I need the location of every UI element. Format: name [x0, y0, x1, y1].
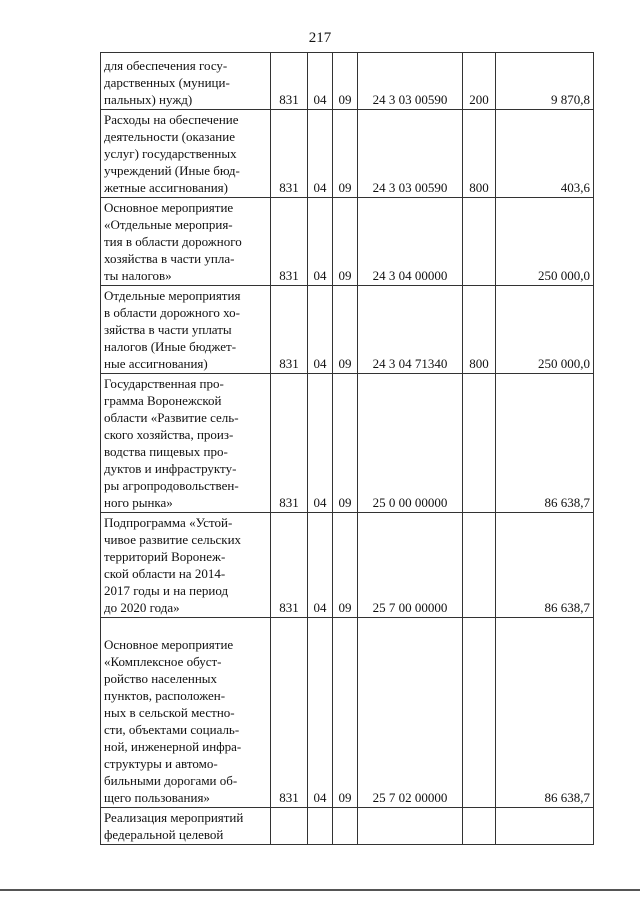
- item-name-line: до 2020 года»: [104, 600, 180, 615]
- item-name-line: зяйства в части уплаты: [104, 322, 232, 337]
- subsection-cell: [333, 808, 358, 845]
- target-article-cell: 25 7 02 00000: [358, 618, 463, 808]
- page-bottom-rule: [0, 889, 640, 891]
- subsection-cell: 09: [333, 286, 358, 374]
- item-name-line: сти, объектами социаль-: [104, 722, 240, 737]
- section-cell: 04: [308, 198, 333, 286]
- amount-cell: 250 000,0: [496, 198, 594, 286]
- amount-cell: 86 638,7: [496, 618, 594, 808]
- grbs-cell: 831: [271, 513, 308, 618]
- subsection-cell: 09: [333, 198, 358, 286]
- item-name-line: ры агропродовольствен-: [104, 478, 239, 493]
- section-cell: 04: [308, 110, 333, 198]
- grbs-cell: 831: [271, 286, 308, 374]
- item-name-line: Государственная про-: [104, 376, 224, 391]
- item-name-line: федеральной целевой: [104, 827, 224, 842]
- item-name-line: ных в сельской местно-: [104, 705, 235, 720]
- item-name-line: Реализация мероприятий: [104, 810, 244, 825]
- target-article-cell: 24 3 03 00590: [358, 110, 463, 198]
- item-name-line: Отдельные мероприятия: [104, 288, 241, 303]
- subsection-cell: 09: [333, 513, 358, 618]
- amount-cell: 250 000,0: [496, 286, 594, 374]
- table-row: [101, 110, 594, 198]
- expense-type-cell: [463, 808, 496, 845]
- amount-cell: [496, 808, 594, 845]
- item-name-line: тия в области дорожного: [104, 234, 242, 249]
- item-name-cell: [101, 513, 271, 618]
- amount-cell: 403,6: [496, 110, 594, 198]
- item-name-line: ской области на 2014-: [104, 566, 226, 581]
- amount-cell: 86 638,7: [496, 374, 594, 513]
- item-name-line: ные ассигнования): [104, 356, 208, 371]
- item-name-cell: [101, 198, 271, 286]
- subsection-cell: 09: [333, 53, 358, 110]
- item-name-line: щего пользования»: [104, 790, 210, 805]
- item-name-line: в области дорожного хо-: [104, 305, 240, 320]
- target-article-cell: 24 3 04 71340: [358, 286, 463, 374]
- item-name-line: услуг) государственных: [104, 146, 237, 161]
- amount-cell: 86 638,7: [496, 513, 594, 618]
- item-name-line: структуры и автомо-: [104, 756, 218, 771]
- item-name-line: Основное мероприятие: [104, 200, 234, 215]
- section-cell: 04: [308, 53, 333, 110]
- subsection-cell: 09: [333, 374, 358, 513]
- item-name-line: ского хозяйства, произ-: [104, 427, 234, 442]
- budget-table: [100, 52, 594, 845]
- item-name-line: хозяйства в части упла-: [104, 251, 235, 266]
- item-name-cell: [101, 110, 271, 198]
- table-body: [101, 53, 594, 845]
- item-name-line: «Отдельные мероприя-: [104, 217, 233, 232]
- grbs-cell: [271, 808, 308, 845]
- section-cell: 04: [308, 286, 333, 374]
- table-row: [101, 53, 594, 110]
- item-name-line: «Комплексное обуст-: [104, 654, 222, 669]
- item-name-line: деятельности (оказание: [104, 129, 235, 144]
- expense-type-cell: [463, 513, 496, 618]
- section-cell: 04: [308, 374, 333, 513]
- target-article-cell: 24 3 03 00590: [358, 53, 463, 110]
- item-name-line: Расходы на обеспечение: [104, 112, 239, 127]
- expense-type-cell: 800: [463, 110, 496, 198]
- item-name-line: 2017 годы и на период: [104, 583, 229, 598]
- grbs-cell: 831: [271, 618, 308, 808]
- expense-type-cell: [463, 198, 496, 286]
- page-number: 217: [308, 30, 332, 46]
- section-cell: [308, 808, 333, 845]
- subsection-cell: 09: [333, 110, 358, 198]
- target-article-cell: [358, 808, 463, 845]
- item-name-cell: [101, 53, 271, 110]
- table-row: [101, 198, 594, 286]
- target-article-cell: 24 3 04 00000: [358, 198, 463, 286]
- item-name-line: бильными дорогами об-: [104, 773, 238, 788]
- item-name-cell: [101, 808, 271, 845]
- expense-type-cell: [463, 618, 496, 808]
- table-row: [101, 374, 594, 513]
- table-row: [101, 286, 594, 374]
- grbs-cell: 831: [271, 198, 308, 286]
- item-name-line: учреждений (Иные бюд-: [104, 163, 240, 178]
- item-name-line: пальных) нужд): [104, 92, 193, 107]
- expense-type-cell: 200: [463, 53, 496, 110]
- item-name-line: грамма Воронежской: [104, 393, 222, 408]
- expense-type-cell: [463, 374, 496, 513]
- item-name-line: ройство населенных: [104, 671, 218, 686]
- item-name-line: Основное мероприятие: [104, 637, 234, 652]
- item-name-line: ты налогов»: [104, 268, 172, 283]
- target-article-cell: 25 7 00 00000: [358, 513, 463, 618]
- section-cell: 04: [308, 618, 333, 808]
- subsection-cell: 09: [333, 618, 358, 808]
- item-name-line: налогов (Иные бюджет-: [104, 339, 237, 354]
- item-name-line: ного рынка»: [104, 495, 173, 510]
- item-name-line: для обеспечения госу-: [104, 58, 228, 73]
- item-name-line: дуктов и инфраструкту-: [104, 461, 237, 476]
- item-name-line: территорий Воронеж-: [104, 549, 226, 564]
- table-row: [101, 808, 594, 845]
- item-name-line: области «Развитие сель-: [104, 410, 239, 425]
- item-name-line: пунктов, расположен-: [104, 688, 226, 703]
- expense-type-cell: 800: [463, 286, 496, 374]
- table-row: [101, 513, 594, 618]
- amount-cell: 9 870,8: [496, 53, 594, 110]
- target-article-cell: 25 0 00 00000: [358, 374, 463, 513]
- grbs-cell: 831: [271, 110, 308, 198]
- item-name-cell: [101, 618, 271, 808]
- item-name-line: жетные ассигнования): [104, 180, 228, 195]
- item-name-line: водства пищевых про-: [104, 444, 228, 459]
- grbs-cell: 831: [271, 53, 308, 110]
- grbs-cell: 831: [271, 374, 308, 513]
- table-row: [101, 618, 594, 808]
- section-cell: 04: [308, 513, 333, 618]
- item-name-cell: [101, 374, 271, 513]
- item-name-line: чивое развитие сельских: [104, 532, 242, 547]
- item-name-line: дарственных (муници-: [104, 75, 230, 90]
- item-name-cell: [101, 286, 271, 374]
- item-name-line: ной, инженерной инфра-: [104, 739, 242, 754]
- item-name-line: Подпрограмма «Устой-: [104, 515, 233, 530]
